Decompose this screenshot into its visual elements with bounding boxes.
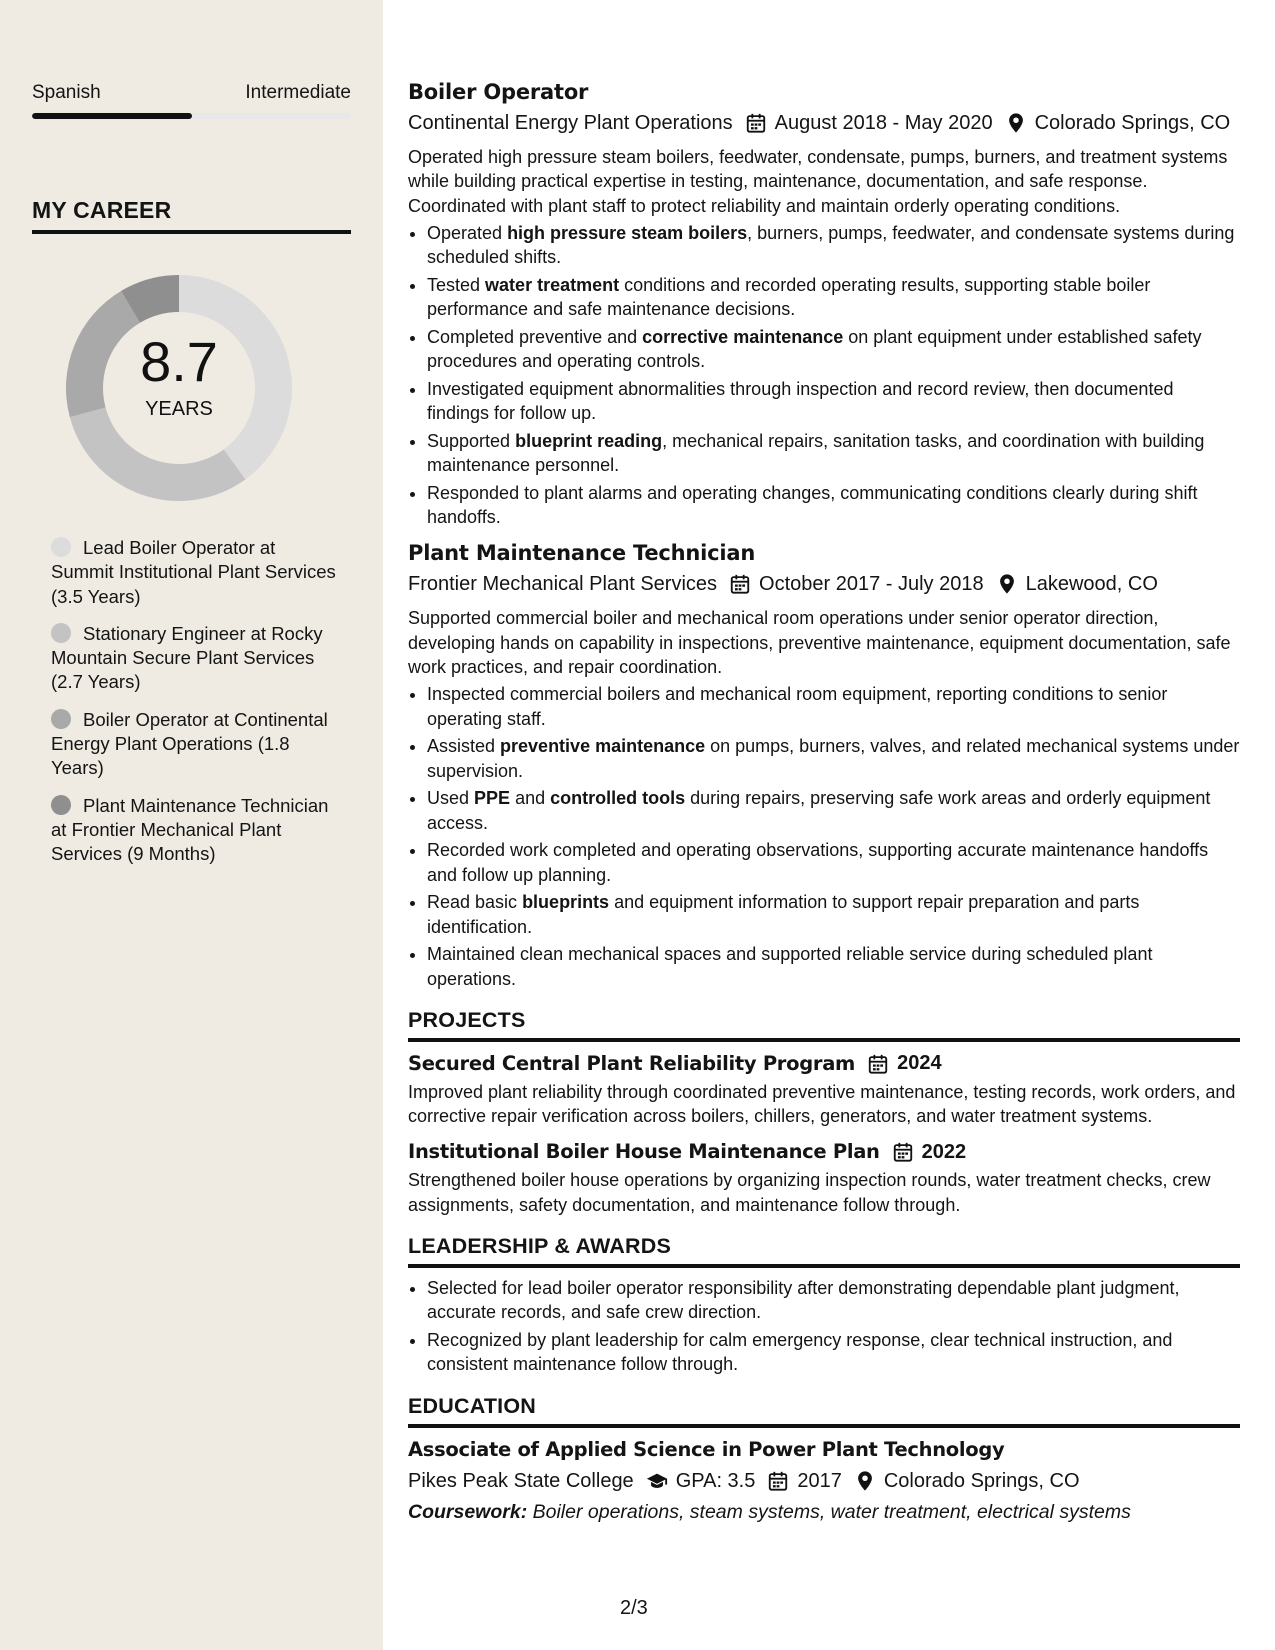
job-title: Plant Maintenance Technician bbox=[408, 541, 756, 566]
donut-segment-1 bbox=[70, 408, 246, 501]
career-legend-item bbox=[51, 708, 341, 781]
career-heading: MY CAREER bbox=[32, 196, 351, 234]
bullet-keyword: blueprints bbox=[522, 892, 610, 913]
coursework bbox=[408, 1498, 1240, 1526]
project-header bbox=[408, 1050, 1240, 1078]
bullet-text: Supported bbox=[427, 430, 516, 451]
company-name: Continental Energy Plant Operations bbox=[408, 112, 733, 134]
bullet-keyword: controlled tools bbox=[550, 788, 686, 809]
job-bullets bbox=[408, 682, 1240, 991]
project-entry bbox=[408, 1138, 1240, 1217]
language-level: Intermediate bbox=[245, 82, 351, 103]
projects-heading: PROJECTS bbox=[408, 1006, 1240, 1042]
projects-section bbox=[408, 1006, 1240, 1217]
project-title: Secured Central Plant Reliability Program bbox=[408, 1051, 856, 1075]
legend-dot-3 bbox=[51, 795, 71, 815]
education-section bbox=[408, 1392, 1240, 1526]
career-legend-item bbox=[51, 622, 341, 695]
degree-title: Associate of Applied Science in Power Plant Technology bbox=[408, 1437, 1005, 1461]
language-proficiency-bar bbox=[32, 113, 351, 119]
job-bullet bbox=[427, 838, 1240, 887]
sidebar bbox=[0, 0, 383, 1650]
job-dates: August 2018 - May 2020 bbox=[774, 112, 993, 134]
job-summary: Operated high pressure steam boilers, feedwater, condensate, pumps, burners, and treatment systems while building practical expertise in testing, maintenance, documentation, and safe response. Coordinated with plant staff to protect reliability and maintain orderly operating conditions. bbox=[408, 147, 1228, 216]
education-meta bbox=[408, 1467, 1240, 1495]
bullet-text: Investigated equipment abnormalities through inspection and record review, then documented findings for follow up. bbox=[427, 378, 1174, 424]
job-bullet bbox=[427, 890, 1240, 939]
bullet-text: on plant equipment under established safety procedures and operating controls. bbox=[427, 326, 1202, 372]
calendar-icon bbox=[729, 573, 751, 595]
project-title: Institutional Boiler House Maintenance Plan bbox=[408, 1140, 880, 1164]
graduation-year: 2017 bbox=[797, 1469, 842, 1492]
bullet-text: Operated bbox=[427, 222, 508, 243]
leadership-list bbox=[408, 1276, 1240, 1377]
job-bullets bbox=[408, 221, 1240, 530]
job-bullet bbox=[427, 682, 1240, 731]
career-legend bbox=[51, 536, 341, 880]
map-pin-icon bbox=[854, 1470, 876, 1492]
project-description: Strengthened boiler house operations by organizing inspection rounds, water treatment checks, crew assignments, safety documentation, and maintenance follow through. bbox=[408, 1170, 1211, 1215]
school-location: Colorado Springs, CO bbox=[883, 1469, 1080, 1492]
school-name: Pikes Peak State College bbox=[408, 1469, 634, 1492]
job-bullet bbox=[427, 429, 1240, 478]
bullet-text: Used bbox=[427, 788, 475, 809]
leadership-heading: LEADERSHIP & AWARDS bbox=[408, 1232, 1240, 1268]
bullet-text: Inspected commercial boilers and mechanical room equipment, reporting conditions to senior operating staff. bbox=[427, 684, 1168, 729]
career-total-unit: YEARS bbox=[145, 398, 213, 420]
leadership-item: • Recognized by plant leadership for calm emergency response, clear technical instruction, and consistent maintenance follow through. bbox=[427, 1328, 1240, 1377]
project-year: 2022 bbox=[921, 1140, 967, 1163]
bullet-text: , mechanical repairs, sanitation tasks, and coordination with building maintenance personnel. bbox=[427, 430, 1205, 476]
graduation-cap-icon bbox=[646, 1470, 668, 1492]
career-role-label: Lead Boiler Operator at Summit Institutional Plant Services (3.5 Years) bbox=[51, 537, 336, 607]
legend-dot-2 bbox=[51, 709, 71, 729]
leadership-section bbox=[408, 1232, 1240, 1377]
job-bullet bbox=[427, 942, 1240, 991]
bullet-text: on pumps, burners, valves, and related mechanical systems under supervision. bbox=[427, 736, 1240, 781]
career-role-label: Stationary Engineer at Rocky Mountain Secure Plant Services (2.7 Years) bbox=[51, 622, 323, 693]
legend-dot-1 bbox=[51, 623, 71, 643]
bullet-keyword: high pressure steam boilers bbox=[507, 222, 748, 243]
job-bullet bbox=[427, 481, 1240, 530]
language-proficiency-fill bbox=[32, 113, 192, 119]
job-bullet bbox=[427, 377, 1240, 426]
job-summary: Supported commercial boiler and mechanical room operations under senior operator direction, developing hands on capability in inspections, preventive maintenance, equipment documentation, safe work practices, and repair coordination. bbox=[408, 608, 1231, 677]
bullet-text: Responded to plant alarms and operating changes, communicating conditions clearly during shift handoffs. bbox=[427, 482, 1198, 528]
job-dates: October 2017 - July 2018 bbox=[759, 573, 984, 596]
calendar-icon bbox=[892, 1141, 914, 1163]
project-header bbox=[408, 1138, 1240, 1166]
education-heading: EDUCATION bbox=[408, 1392, 1240, 1428]
job-entry bbox=[408, 78, 1240, 529]
map-pin-icon bbox=[996, 573, 1018, 595]
job-meta bbox=[408, 570, 1240, 598]
project-entry bbox=[408, 1050, 1240, 1129]
project-year: 2024 bbox=[897, 1052, 942, 1075]
bullet-keyword: blueprint reading bbox=[515, 430, 663, 451]
career-role-label: Boiler Operator at Continental Energy Plant Operations (1.8 Years) bbox=[51, 708, 328, 779]
job-bullet bbox=[427, 273, 1240, 322]
coursework-label: Coursework: bbox=[408, 1500, 528, 1523]
experience-section bbox=[408, 78, 1240, 991]
bullet-keyword: preventive maintenance bbox=[500, 736, 706, 757]
donut-segment-2 bbox=[66, 291, 140, 417]
bullet-text: Assisted bbox=[427, 736, 501, 757]
job-bullet bbox=[427, 325, 1240, 374]
language-row bbox=[32, 81, 351, 105]
projects-list bbox=[408, 1050, 1240, 1217]
job-bullet bbox=[427, 786, 1240, 835]
bullet-text: Completed preventive and bbox=[427, 326, 643, 347]
bullet-text: and bbox=[510, 788, 551, 809]
page-number: 2/3 bbox=[620, 1597, 648, 1619]
calendar-icon bbox=[745, 112, 767, 134]
bullet-text: during repairs, preserving safe work areas and orderly equipment access. bbox=[427, 788, 1211, 833]
leadership-item: • Selected for lead boiler operator responsibility after demonstrating dependable plant judgment, accurate records, and safe crew direction. bbox=[427, 1276, 1240, 1325]
career-legend-item bbox=[51, 536, 341, 609]
calendar-icon bbox=[767, 1470, 789, 1492]
career-role-label: Plant Maintenance Technician at Frontier Mechanical Plant Services (9 Months) bbox=[51, 794, 329, 865]
job-bullet bbox=[427, 734, 1240, 783]
job-title: Boiler Operator bbox=[408, 80, 589, 104]
bullet-text: Tested bbox=[427, 274, 486, 295]
coursework-list: Boiler operations, steam systems, water treatment, electrical systems bbox=[532, 1500, 1131, 1523]
language-name: Spanish bbox=[32, 82, 101, 103]
map-pin-icon bbox=[1005, 112, 1027, 134]
career-total-value: 8.7 bbox=[140, 330, 218, 393]
job-entry bbox=[408, 539, 1240, 990]
bullet-text: and equipment information to support repair preparation and parts identification. bbox=[427, 892, 1140, 937]
main-content bbox=[408, 78, 1240, 1526]
project-description: Improved plant reliability through coordinated preventive maintenance, testing records, work orders, and corrective repair verification across boilers, chillers, generators, and water treatment systems. bbox=[408, 1081, 1236, 1127]
bullet-keyword: PPE bbox=[474, 788, 511, 809]
job-meta bbox=[408, 109, 1240, 137]
job-location: Lakewood, CO bbox=[1025, 573, 1158, 596]
bullet-text: , burners, pumps, feedwater, and condensate systems during scheduled shifts. bbox=[427, 222, 1235, 268]
bullet-text: Maintained clean mechanical spaces and supported reliable service during scheduled plant operations. bbox=[427, 944, 1153, 989]
gpa: GPA: 3.5 bbox=[675, 1469, 756, 1492]
bullet-text: Recorded work completed and operating observations, supporting accurate maintenance handoffs and follow up planning. bbox=[427, 840, 1209, 885]
calendar-icon bbox=[867, 1053, 889, 1075]
bullet-text: Read basic bbox=[427, 892, 523, 913]
bullet-keyword: water treatment bbox=[485, 274, 620, 295]
career-donut-chart bbox=[66, 275, 292, 501]
legend-dot-0 bbox=[51, 537, 71, 557]
company-name: Frontier Mechanical Plant Services bbox=[408, 573, 718, 596]
bullet-keyword: corrective maintenance bbox=[642, 326, 844, 347]
career-legend-item bbox=[51, 794, 341, 867]
job-location: Colorado Springs, CO bbox=[1034, 112, 1231, 134]
job-bullet bbox=[427, 221, 1240, 270]
bullet-text: conditions and recorded operating results, supporting stable boiler performance and safe maintenance decisions. bbox=[427, 274, 1151, 320]
